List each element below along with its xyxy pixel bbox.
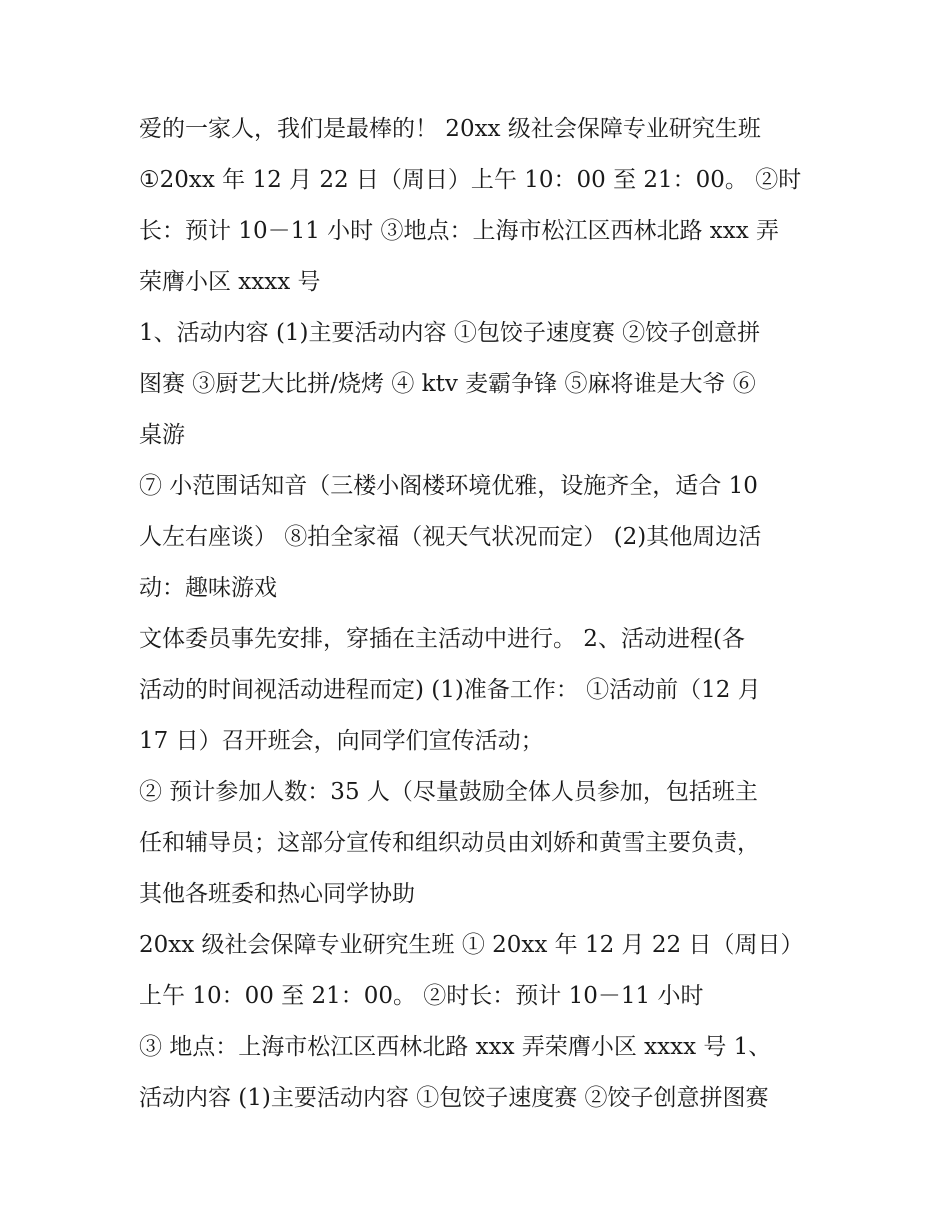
text-line: 1、活动内容 (1)主要活动内容 ①包饺子速度赛 ②饺子创意拼 (139, 320, 761, 346)
body-text (139, 104, 819, 1124)
text-line: 17 日）召开班会，向同学们宣传活动； (139, 728, 544, 754)
text-line: 长：预计 10－11 小时 ③地点：上海市松江区西林北路 xxx 弄 (139, 218, 780, 244)
text-line: 文体委员事先安排，穿插在主活动中进行。 2、活动进程(各 (139, 626, 745, 652)
text-line: 人左右座谈） ⑧拍全家福（视天气状况而定） (2)其他周边活 (139, 524, 762, 550)
text-line: 20xx 级社会保障专业研究生班 ① 20xx 年 12 月 22 日（周日） (139, 932, 804, 958)
text-line: 活动的时间视活动进程而定) (1)准备工作： ①活动前（12 月 (139, 677, 761, 703)
text-line: 活动内容 (1)主要活动内容 ①包饺子速度赛 ②饺子创意拼图赛 (139, 1085, 769, 1111)
text-line: 任和辅导员；这部分宣传和组织动员由刘娇和黄雪主要负责， (139, 830, 760, 856)
text-line: 爱的一家人，我们是最棒的！ 20xx 级社会保障专业研究生班 (139, 116, 761, 142)
text-line: ③ 地点：上海市松江区西林北路 xxx 弄荣膺小区 xxxx 号 1、 (139, 1034, 772, 1060)
text-line: 桌游 (139, 422, 185, 448)
text-line: 上午 10：00 至 21：00。 ②时长：预计 10－11 小时 (139, 983, 704, 1009)
text-line: 图赛 ③厨艺大比拼/烧烤 ④ ktv 麦霸争锋 ⑤麻将谁是大爷 ⑥ (139, 371, 756, 397)
text-line: ⑦ 小范围话知音（三楼小阁楼环境优雅，设施齐全，适合 10 (139, 473, 758, 499)
text-line: 动：趣味游戏 (139, 575, 277, 601)
text-line: ①20xx 年 12 月 22 日（周日）上午 10：00 至 21：00。 ②时 (139, 167, 802, 193)
text-line: 其他各班委和热心同学协助 (139, 881, 415, 907)
text-line: 荣膺小区 xxxx 号 (139, 269, 321, 295)
text-line: ② 预计参加人数：35 人（尽量鼓励全体人员参加，包括班主 (139, 779, 758, 805)
